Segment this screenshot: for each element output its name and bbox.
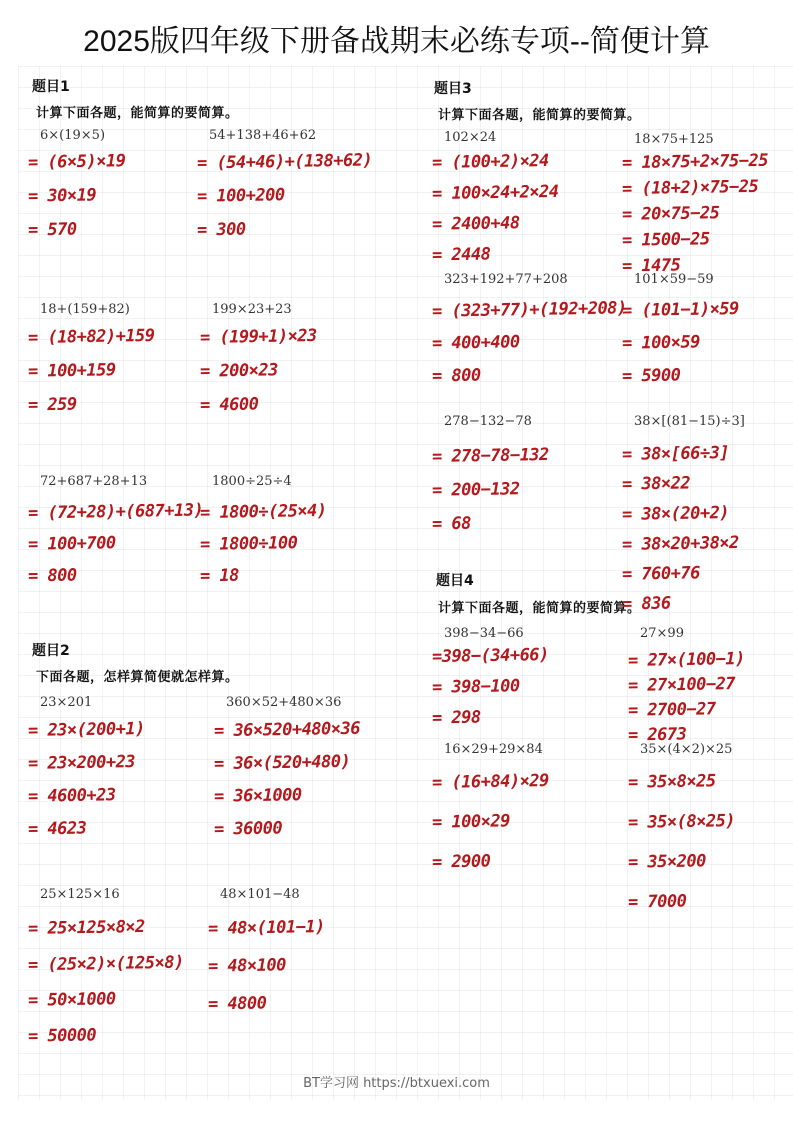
handwritten-step: = 4623 [27, 818, 87, 840]
problem-question: 398−34−66 [444, 626, 524, 641]
handwritten-step: = 836 [621, 593, 671, 615]
section-1-instruction: 计算下面各题，能简算的要简算。 [36, 106, 239, 121]
handwritten-step: = 2400+48 [431, 213, 520, 235]
section-1-heading: 题目1 [32, 79, 70, 95]
problem-question: 25×125×16 [40, 887, 120, 902]
handwritten-step: = 1800÷100 [199, 533, 298, 555]
problem-question: 18×75+125 [634, 132, 714, 147]
handwritten-step: = (199+1)×23 [199, 325, 317, 349]
handwritten-step: = 23×200+23 [27, 752, 136, 774]
problem-question: 16×29+29×84 [444, 742, 543, 757]
handwritten-step: = (6×5)×19 [27, 151, 126, 173]
handwritten-step: = 7000 [627, 891, 687, 913]
handwritten-step: = 18×75+2×75−25 [621, 150, 769, 174]
handwritten-step: = 27×100−27 [627, 674, 736, 696]
handwritten-step: = 259 [27, 394, 77, 416]
handwritten-step: = 68 [431, 513, 472, 535]
page-title: 2025版四年级下册备战期末必练专项--简便计算 [83, 25, 710, 58]
problem-question: 35×(4×2)×25 [640, 742, 733, 757]
handwritten-step: = 200−132 [431, 479, 520, 501]
handwritten-step: = 4800 [207, 993, 267, 1015]
section-3-instruction: 计算下面各题，能简算的要简算。 [438, 108, 641, 123]
handwritten-step: = 100+159 [27, 360, 116, 382]
handwritten-step: = 35×(8×25) [627, 811, 736, 833]
problem-question: 6×(19×5) [40, 128, 106, 143]
handwritten-step: = 1475 [621, 255, 681, 277]
handwritten-step: = 23×(200+1) [27, 718, 145, 742]
handwritten-step: = 800 [431, 365, 481, 387]
handwritten-step: = 30×19 [27, 185, 97, 207]
handwritten-step: = 2673 [627, 724, 687, 746]
problem-question: 323+192+77+208 [444, 272, 568, 287]
handwritten-step: = 36×1000 [213, 785, 302, 807]
handwritten-step: = 1500−25 [621, 229, 710, 251]
handwritten-step: =398−(34+66) [431, 644, 549, 668]
handwritten-step: = 4600+23 [27, 785, 116, 807]
handwritten-step: = 5900 [621, 365, 681, 387]
problem-question: 23×201 [40, 695, 93, 710]
section-2-heading: 题目2 [32, 643, 70, 659]
footer-watermark: BT学习网 https://btxuexi.com [303, 1076, 490, 1091]
handwritten-step: = 100+200 [196, 185, 285, 207]
handwritten-step: = (25×2)×(125×8) [27, 952, 184, 976]
problem-question: 27×99 [640, 626, 684, 641]
handwritten-step: = 20×75−25 [621, 203, 720, 225]
handwritten-step: = 36000 [213, 818, 283, 840]
handwritten-step: = 298 [431, 707, 481, 729]
handwritten-step: = 38×[66÷3] [621, 443, 730, 465]
handwritten-step: = 800 [27, 565, 77, 587]
handwritten-step: = 100+700 [27, 533, 116, 555]
problem-question: 360×52+480×36 [226, 695, 342, 710]
section-3-heading: 题目3 [434, 81, 472, 97]
handwritten-step: = 2900 [431, 851, 491, 873]
handwritten-step: = (101−1)×59 [621, 298, 739, 322]
handwritten-step: = 35×200 [627, 851, 707, 873]
handwritten-step: = (16+84)×29 [431, 770, 549, 794]
handwritten-step: = 18 [199, 565, 240, 587]
handwritten-step: = 27×(100−1) [627, 648, 745, 672]
handwritten-step: = 278−78−132 [431, 444, 549, 468]
handwritten-step: = 100×59 [621, 332, 701, 354]
problem-question: 38×[(81−15)÷3] [634, 414, 745, 429]
problem-question: 278−132−78 [444, 414, 532, 429]
problem-question: 102×24 [444, 130, 497, 145]
handwritten-step: = 36×520+480×36 [213, 718, 361, 742]
handwritten-step: = 100×24+2×24 [431, 181, 559, 205]
handwritten-step: = 35×8×25 [627, 771, 716, 793]
handwritten-step: = (100+2)×24 [431, 150, 549, 174]
handwritten-step: = 200×23 [199, 360, 279, 382]
handwritten-step: = 300 [196, 219, 246, 241]
handwritten-step: = (18+82)+159 [27, 325, 155, 349]
handwritten-step: = 38×20+38×2 [621, 532, 739, 556]
handwritten-step: = 760+76 [621, 563, 701, 585]
section-4-instruction: 计算下面各题，能简算的要简算。 [438, 601, 641, 616]
handwritten-step: = 100×29 [431, 811, 511, 833]
problem-question: 18+(159+82) [40, 302, 130, 317]
handwritten-step: = (18+2)×75−25 [621, 176, 759, 200]
handwritten-step: = 36×(520+480) [213, 751, 351, 775]
handwritten-step: = 570 [27, 219, 77, 241]
handwritten-step: = 1800÷(25×4) [199, 500, 327, 524]
handwritten-step: = 400+400 [431, 332, 520, 354]
handwritten-step: = 48×(101−1) [207, 916, 325, 940]
handwritten-step: = (72+28)+(687+13) [27, 500, 204, 524]
problem-question: 1800÷25÷4 [212, 474, 292, 489]
handwritten-step: = 2448 [431, 244, 491, 266]
handwritten-step: = 48×100 [207, 955, 287, 977]
handwritten-step: = 2700−27 [627, 699, 716, 721]
handwritten-step: = 25×125×8×2 [27, 916, 145, 940]
handwritten-step: = (54+46)+(138+62) [196, 150, 373, 174]
handwritten-step: = (323+77)+(192+208) [431, 298, 627, 322]
section-4-heading: 题目4 [436, 573, 474, 589]
section-2-instruction: 下面各题，怎样算简便就怎样算。 [36, 670, 239, 685]
problem-question: 48×101−48 [220, 887, 300, 902]
handwritten-step: = 38×22 [621, 473, 691, 495]
problem-question: 199×23+23 [212, 302, 292, 317]
handwritten-step: = 38×(20+2) [621, 503, 730, 525]
handwritten-step: = 50×1000 [27, 989, 116, 1011]
handwritten-step: = 50000 [27, 1025, 97, 1047]
problem-question: 54+138+46+62 [209, 128, 317, 143]
handwritten-step: = 398−100 [431, 676, 520, 698]
handwritten-step: = 4600 [199, 394, 259, 416]
problem-question: 101×59−59 [634, 272, 714, 287]
problem-question: 72+687+28+13 [40, 474, 148, 489]
